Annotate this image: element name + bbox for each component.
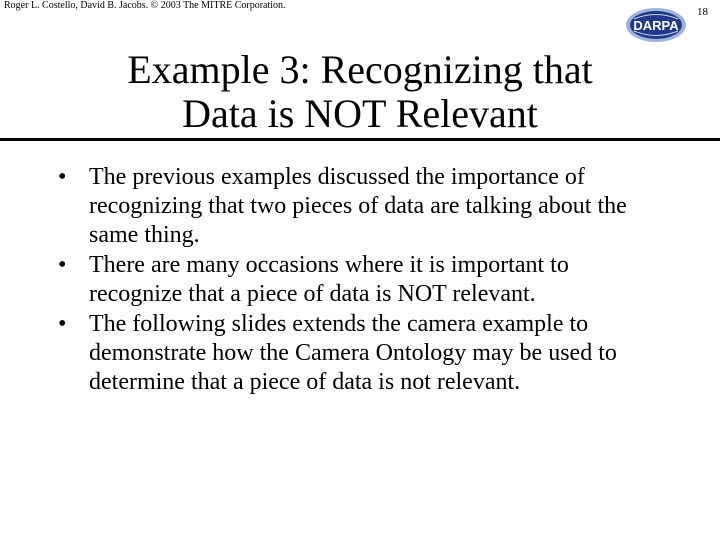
title-line-1: Example 3: Recognizing that [127, 47, 593, 92]
copyright-notice: Roger L. Costello, David B. Jacobs. © 2003 The MITRE Corporation. [4, 0, 286, 11]
title-divider [0, 138, 720, 141]
bullet-dot: • [58, 252, 67, 278]
darpa-logo [624, 6, 688, 44]
bullet-text: There are many occasions where it is important to recognize that a piece of data is NOT relevant. [89, 252, 569, 307]
bullet-item [58, 251, 668, 309]
bullet-text: The following slides extends the camera example to demonstrate how the Camera Ontology may be used to determine that a piece of data is not relevant. [89, 311, 617, 395]
page-number: 18 [697, 6, 708, 18]
bullet-dot: • [58, 311, 67, 337]
bullet-item [58, 310, 668, 397]
logo-text: DARPA [633, 18, 679, 33]
bullet-list [58, 163, 668, 398]
slide-title [40, 48, 680, 136]
bullet-item [58, 163, 668, 250]
bullet-dot: • [58, 164, 67, 190]
bullet-text: The previous examples discussed the importance of recognizing that two pieces of data are talking about the same thing. [89, 164, 627, 248]
title-line-2: Data is NOT Relevant [182, 91, 538, 136]
